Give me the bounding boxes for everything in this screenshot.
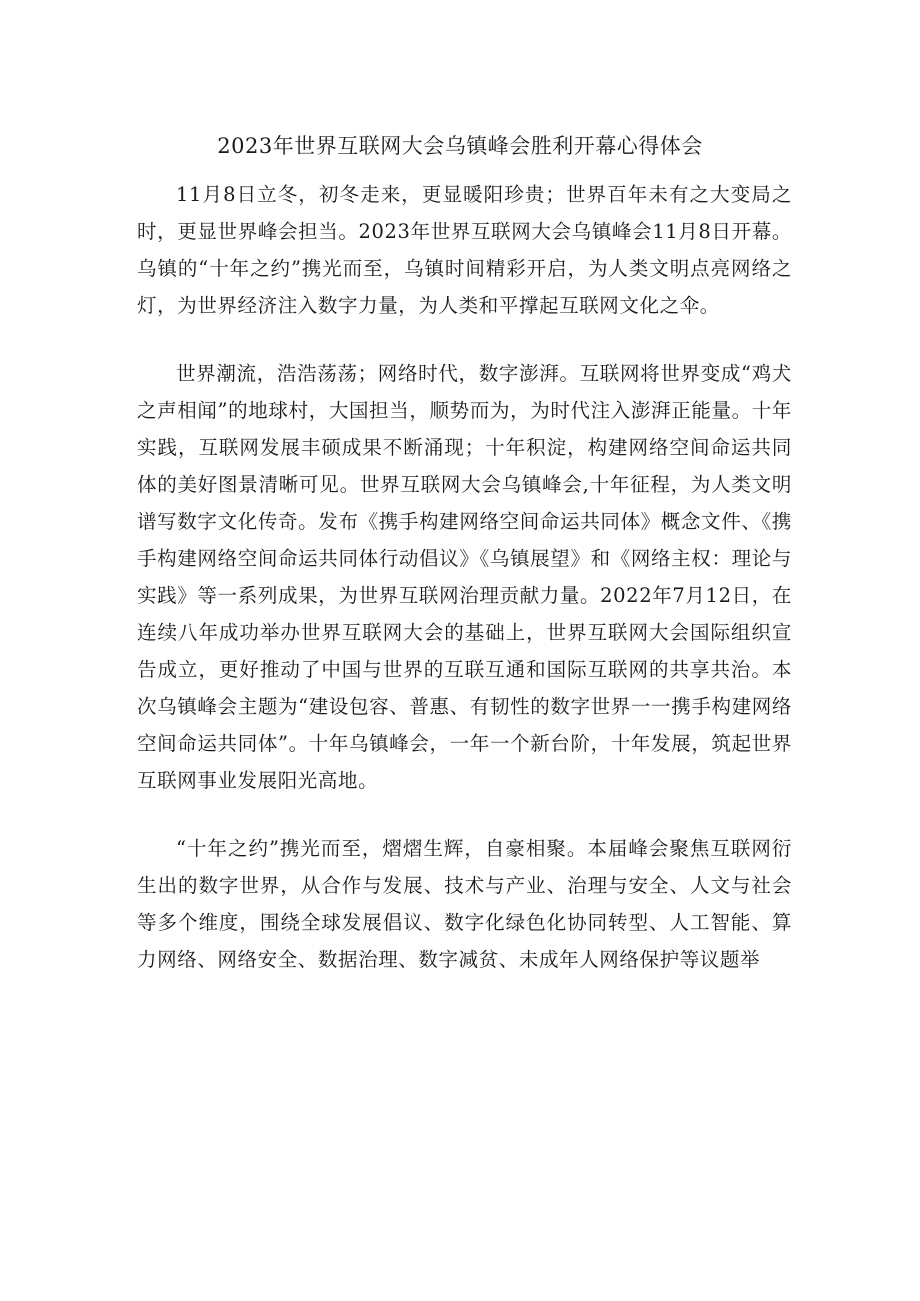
paragraph-3: “十年之约”携光而至，熠熠生辉，自豪相聚。本届峰会聚焦互联网衍生出的数字世界，从合作与发展、技术与产业、治理与安全、人文与社会等多个维度，围绕全球发展倡议、数字化绿色化协同转型、人工智能、算力网络、网络安全、数据治理、数字减贫、未成年人网络保护等议题举 <box>137 837 792 971</box>
paragraph-2: 世界潮流，浩浩荡荡；网络时代，数字澎湃。互联网将世界变成“鸡犬之声相闻”的地球村，大国担当，顺势而为，为时代注入澎湃正能量。十年实践，互联网发展丰硕成果不断涌现；十年积淀，构建网络空间命运共同体的美好图景清晰可见。世界互联网大会乌镇峰会,十年征程，为人类文明谱写数字文化传奇。发布《携手构建网络空间命运共同体》概念文件、《携手构建网络空间命运共同体行动倡议》《乌镇展望》和《网络主权：理论与实践》等一系列成果，为世界互联网治理贡献力量。2022年7月12日，在连续八年成功举办世界互联网大会的基础上，世界互联网大会国际组织宣告成立，更好推动了中国与世界的互联互通和国际互联网的共享共治。本次乌镇峰会主题为“建设包容、普惠、有韧性的数字世界一一携手构建网络空间命运共同体”。十年乌镇峰会，一年一个新台阶，十年发展，筑起世界互联网事业发展阳光高地。 <box>137 362 792 792</box>
paragraph-1: 11月8日立冬，初冬走来，更显暖阳珍贵；世界百年未有之大变局之时，更显世界峰会担当。2023年世界互联网大会乌镇峰会11月8日开幕。乌镇的“十年之约”携光而至，乌镇时间精彩开启，为人类文明点亮网络之灯，为世界经济注入数字力量，为人类和平撑起互联网文化之伞。 <box>137 183 792 317</box>
document-body <box>137 176 792 1009</box>
document-title: 2023年世界互联网大会乌镇峰会胜利开幕心得体会 <box>217 134 703 158</box>
